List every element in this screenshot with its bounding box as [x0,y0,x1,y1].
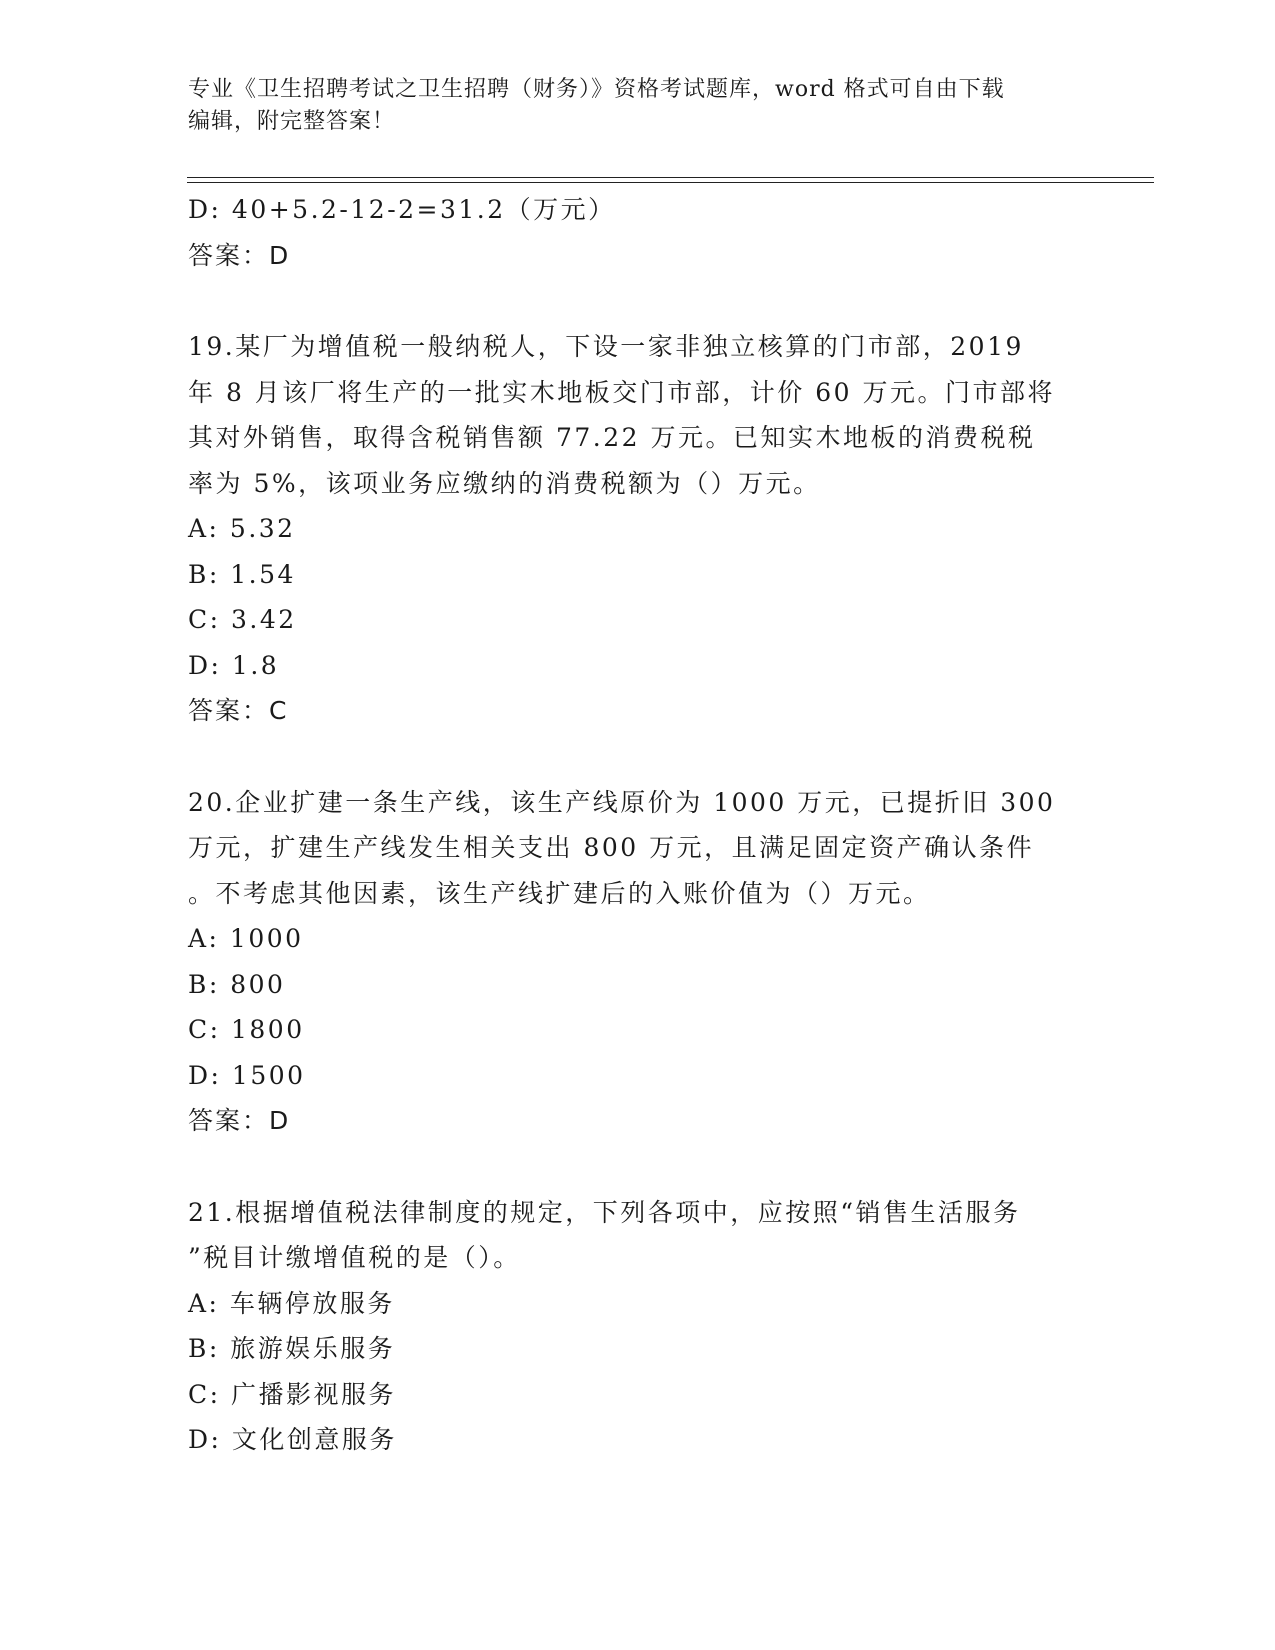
question-20-option-a: A: 1000 [188,924,304,953]
question-20-option-d: D: 1500 [188,1060,306,1090]
spacer [188,1144,1088,1190]
prev-answer: 答案：D [188,240,291,270]
question-19-text-line: 其对外销售，取得含税销售额 77.22 万元。已知实木地板的消费税税 [188,423,1036,452]
question-19-option-a: A: 5.32 [188,514,296,543]
header-line-2: 编辑，附完整答案！ [188,109,396,134]
question-20-text-line: 万元，扩建生产线发生相关支出 800 万元，且满足固定资产确认条件 [188,833,1035,862]
question-21-text-line: ”税目计缴增值税的是（）。 [188,1243,521,1272]
question-21 [188,1190,1088,1463]
question-20-option-b: B: 800 [188,969,286,999]
header-line-1: 专业《卫生招聘考试之卫生招聘（财务）》资格考试题库，word 格式可自由下载 [188,77,1005,102]
question-20-answer: 答案：D [188,1106,291,1135]
prev-option-d: D: 40+5.2-12-2=31.2（万元） [188,195,616,224]
question-21-option-a: A: 车辆停放服务 [188,1288,395,1318]
question-20 [188,780,1088,1144]
question-19-option-d: D: 1.8 [188,650,280,680]
question-21-option-d: D: 文化创意服务 [188,1425,397,1454]
question-21-text-line: 21.根据增值税法律制度的规定，下列各项中，应按照“销售生活服务 [188,1197,1021,1227]
question-19-answer: 答案：C [188,696,289,725]
spacer [188,278,1088,324]
question-19-text-line: 率为 5%，该项业务应缴纳的消费税额为（）万元。 [188,468,821,498]
question-20-text-line: 20.企业扩建一条生产线，该生产线原价为 1000 万元，已提折旧 300 [188,787,1056,817]
question-19-text-line: 19.某厂为增值税一般纳税人，下设一家非独立核算的门市部，2019 [188,332,1024,361]
header-rule-bottom [187,182,1154,183]
spacer [188,734,1088,780]
page-header [188,74,1068,138]
question-19-option-c: C: 3.42 [188,605,297,634]
question-19-option-b: B: 1.54 [188,559,296,589]
question-21-option-c: C: 广播影视服务 [188,1379,396,1409]
question-20-text-line: 。不考虑其他因素，该生产线扩建后的入账价值为（）万元。 [188,878,931,908]
header-rule-top [187,177,1154,178]
question-21-option-b: B: 旅游娱乐服务 [188,1334,396,1363]
question-20-option-c: C: 1800 [188,1015,305,1044]
question-content [188,187,1088,1463]
question-19 [188,324,1088,734]
question-19-text-line: 年 8 月该厂将生产的一批实木地板交门市部，计价 60 万元。门市部将 [188,377,1056,407]
